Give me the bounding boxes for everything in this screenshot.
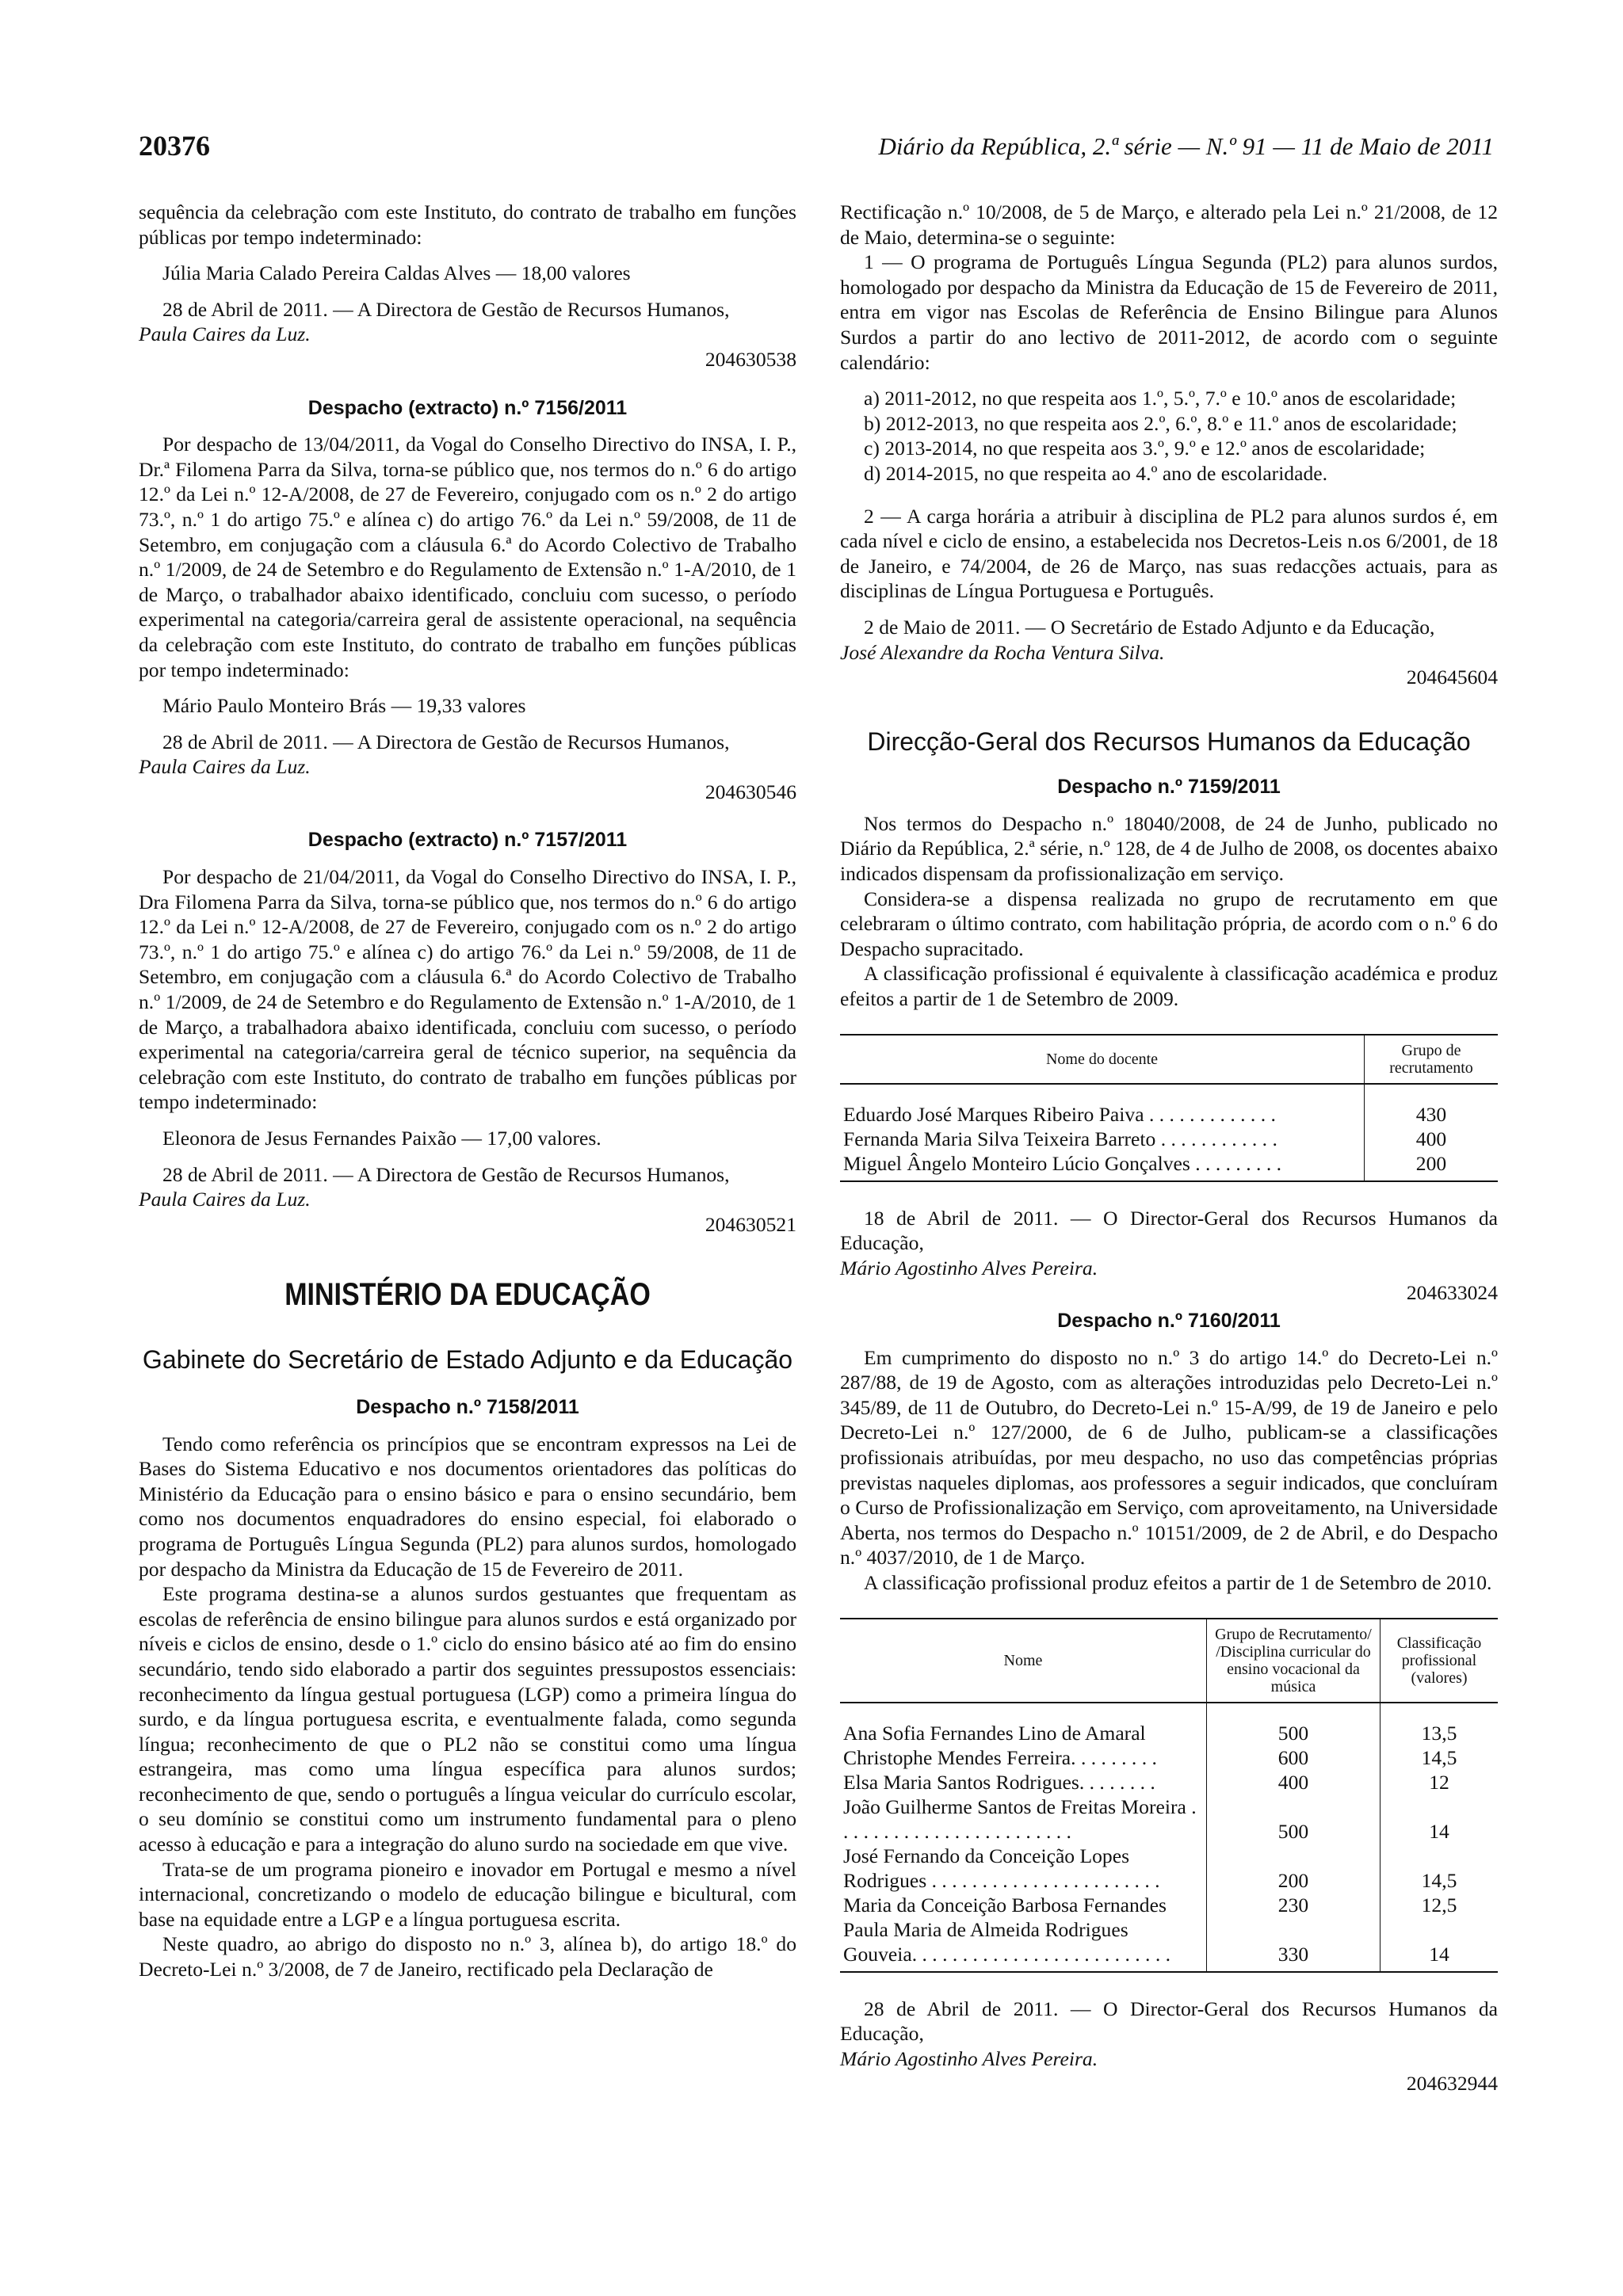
table-cell-name: Ana Sofia Fernandes Lino de Amaral <box>843 1721 1146 1745</box>
page-number: 20376 <box>139 130 210 162</box>
despacho-7159-title: Despacho n.º 7159/2011 <box>1057 776 1281 799</box>
left-column <box>139 200 796 1982</box>
calendar-item-d: d) 2014-2015, no que respeita ao 4.º ano de escolaridade. <box>864 461 1328 485</box>
intro-code: 204630538 <box>705 347 796 371</box>
despacho-7160-signature: Mário Agostinho Alves Pereira. <box>840 2046 1098 2070</box>
table-cell-classificacao: 13,5 <box>1381 1703 1499 1745</box>
table-cell-name: Paula Maria de Almeida Rodrigues Gouveia. . . . . . . . . . . . . . . . . . . . . . . . . . <box>843 1917 1171 1966</box>
table-cell-name: Maria da Conceição Barbosa Fernandes <box>843 1893 1167 1917</box>
calendar-item-b: b) 2012-2013, no que respeita aos 2.º, 6.º, 8.º e 11.º anos de escolaridade; <box>864 411 1457 435</box>
despacho-7159-signature: Mário Agostinho Alves Pereira. <box>840 1256 1098 1280</box>
table-cell-name: José Fernando da Conceição Lopes Rodrigues . . . . . . . . . . . . . . . . . . . . . . . <box>843 1844 1160 1892</box>
despacho-7158-p3: Trata-se de um programa pioneiro e inovador em Portugal e mesmo a nível internacional, concretizando o modelo de educação bilingue e bicultural, com base na equidade entre a LGP e a língua portuguesa escrita. <box>139 1857 796 1931</box>
table-cell-classificacao: 12,5 <box>1381 1893 1499 1917</box>
table-cell-classificacao: 14,5 <box>1381 1844 1499 1893</box>
table-row <box>840 1127 1498 1151</box>
table-cell-name: Eduardo José Marques Ribeiro Paiva . . . . . . . . . . . . . <box>843 1102 1276 1126</box>
direccao-geral-heading: Direcção-Geral dos Recursos Humanos da Educação <box>867 727 1471 756</box>
despacho-7159-p1: Nos termos do Despacho n.º 18040/2008, de 24 de Junho, publicado no Diário da República, 2.ª série, n.º 128, de 4 de Julho de 2008, os docentes abaixo indicados dispensam da profissionalização em serviço. <box>840 811 1498 886</box>
table-cell-name: Elsa Maria Santos Rodrigues. . . . . . . . <box>843 1770 1155 1794</box>
table-header-grupo: Grupo de recrutamento <box>1365 1035 1499 1084</box>
right-column <box>840 200 1498 2096</box>
table-header-grupo: Grupo de Recrutamento/ /Disciplina curricular do ensino vocacional da música <box>1207 1619 1381 1703</box>
despacho-7159-p3: A classificação profissional é equivalente à classificação académica e produz efeitos a partir de 1 de Setembro de 2009. <box>840 962 1498 1011</box>
table-cell-grupo: 500 <box>1207 1703 1381 1745</box>
table-row <box>840 1893 1498 1917</box>
despacho-7157-code: 204630521 <box>705 1212 796 1236</box>
docentes-table <box>840 1034 1498 1182</box>
despacho-7158-p4: Neste quadro, ao abrigo do disposto no n.º 3, alínea b), do artigo 18.º do Decreto-Lei n.º 3/2008, de 7 de Janeiro, rectificado pela Declaração de <box>139 1932 796 1981</box>
table-cell-classificacao: 14 <box>1381 1794 1499 1844</box>
despacho-7157-body: Por despacho de 21/04/2011, da Vogal do Conselho Directivo do INSA, I. P., Dra Filomena Parra da Silva, torna-se público que, nos termos do n.º 6 do artigo 12.º da Lei n.º 12-A/2008, de 27 de Fevereiro, conjugado com os n.º 2 do artigo 73.º, n.º 1 do artigo 75.º e alínea c) do artigo 76.º da Lei n.º 59/2008, de 11 de Setembro, em conjugação com a cláusula 6.ª do Acordo Colectivo de Trabalho n.º 1/2009, de 24 de Setembro e do Regulamento de Extensão n.º 1-A/2010, de 1 de Março, a trabalhadora abaixo identificada, concluiu com sucesso, o período experimental na categoria/carreira geral de técnico superior, na sequência da celebração com este Instituto, do contrato de trabalho em funções públicas por tempo indeterminado: <box>139 865 796 1114</box>
despacho-7159-code: 204633024 <box>1406 1281 1498 1305</box>
table-row <box>840 1794 1498 1844</box>
despacho-7158-cont-p3: 2 — A carga horária a atribuir à disciplina de PL2 para alunos surdos é, em cada nível e ciclo de ensino, a estabelecida nos Decretos-Leis n.os 6/2001, de 18 de Janeiro, e 74/2004, de 26 de Março, nas suas redacções actuais, para as disciplinas de Língua Portuguesa e Português. <box>840 504 1498 603</box>
table-cell-classificacao: 12 <box>1381 1770 1499 1794</box>
despacho-7158-p2: Este programa destina-se a alunos surdos gestuantes que frequentam as escolas de referência de ensino bilingue para alunos surdos e está organizado por níveis e ciclos de ensino, desde o 1.º ciclo do ensino básico até ao fim do ensino secundário, tendo sido elaborado a partir dos seguintes pressupostos essenciais: reconhecimento da língua gestual portuguesa (LGP) como a primeira língua do surdo, e da língua portuguesa escrita, e eventualmente falada, como segunda língua; reconhecimento de que o PL2 não se constitui como uma língua estrangeira, mas como uma língua específica para alunos surdos; reconhecimento de que, sendo o português a língua veicular do currículo escolar, o seu domínio se constitui como um instrumento fundamental para o pleno acesso à educação e para a integração do aluno surdo na sociedade em que vive. <box>139 1582 796 1856</box>
table-row <box>840 1745 1498 1770</box>
despacho-7158-code: 204645604 <box>1406 666 1498 689</box>
table-cell-grupo: 200 <box>1207 1844 1381 1893</box>
despacho-7157-person: Eleonora de Jesus Fernandes Paixão — 17,00 valores. <box>162 1127 601 1150</box>
table-cell-grupo: 500 <box>1207 1794 1381 1844</box>
table-row <box>840 1703 1498 1745</box>
table-cell-grupo: 600 <box>1207 1745 1381 1770</box>
running-head: Diário da República, 2.ª série — N.º 91 — 11 de Maio de 2011 <box>878 132 1494 160</box>
despacho-7158-cont-p1: Rectificação n.º 10/2008, de 5 de Março, e alterado pela Lei n.º 21/2008, de 12 de Maio, determina-se o seguinte: <box>840 200 1498 249</box>
calendar-item-c: c) 2013-2014, no que respeita aos 3.º, 9.º e 12.º anos de escolaridade; <box>864 437 1426 460</box>
despacho-7158-title: Despacho n.º 7158/2011 <box>356 1395 579 1418</box>
table-row <box>840 1917 1498 1972</box>
intro-person: Júlia Maria Calado Pereira Caldas Alves — 18,00 valores <box>162 261 631 285</box>
table-cell-classificacao: 14 <box>1381 1917 1499 1972</box>
table-row <box>840 1084 1498 1127</box>
table-cell-name: Miguel Ângelo Monteiro Lúcio Gonçalves . . . . . . . . . <box>843 1151 1282 1175</box>
despacho-7157-title: Despacho (extracto) n.º 7157/2011 <box>307 829 628 852</box>
despacho-7156-person: Mário Paulo Monteiro Brás — 19,33 valores <box>162 694 526 718</box>
despacho-7160-p1: Em cumprimento do disposto no n.º 3 do artigo 14.º do Decreto-Lei n.º 287/88, de 19 de Agosto, com as alterações introduzidas pelo Decreto-Lei n.º 345/89, de 11 de Outubro, do Decreto-Lei n.º 15-A/99, de 19 de Janeiro e pelo Decreto-Lei n.º 127/2000, de 6 de Julho, publicam-se a classificações profissionais atribuídas, por meu despacho, no uso das competências próprias previstas naqueles diplomas, aos professores a seguir indicados, que concluíram o Curso de Profissionalização em Serviço, com aproveitamento, na Universidade Aberta, nos termos do Despacho n.º 10151/2009, de 2 de Abril, e do Despacho n.º 4037/2010, de 1 de Março. <box>840 1345 1498 1569</box>
despacho-7160-p2: A classificação profissional produz efeitos a partir de 1 de Setembro de 2010. <box>864 1570 1492 1594</box>
despacho-7159-date: 18 de Abril de 2011. — O Director-Geral dos Recursos Humanos da Educação, <box>840 1206 1498 1255</box>
despacho-7157-date: 28 de Abril de 2011. — A Directora de Gestão de Recursos Humanos, <box>162 1162 730 1186</box>
table-cell-name: Christophe Mendes Ferreira. . . . . . . . . <box>843 1745 1157 1769</box>
despacho-7156-body: Por despacho de 13/04/2011, da Vogal do Conselho Directivo do INSA, I. P., Dr.ª Filomena Parra da Silva, torna-se público que, nos termos do n.º 6 do artigo 12.º da Lei n.º 12-A/2008, de 27 de Fevereiro, conjugado com os n.º 2 do artigo 73.º, n.º 1 do artigo 75.º e alínea c) do artigo 76.º da Lei n.º 59/2008, de 11 de Setembro, em conjugação com a cláusula 6.ª do Acordo Colectivo de Trabalho n.º 1/2009, de 24 de Setembro e do Regulamento de Extensão n.º 1-A/2010, de 1 de Março, o trabalhador abaixo identificado, concluiu com sucesso, o período experimental na categoria/carreira geral de assistente operacional, na sequência da celebração com este Instituto, do contrato de trabalho em funções públicas por tempo indeterminado: <box>139 433 796 681</box>
despacho-7158-signature: José Alexandre da Rocha Ventura Silva. <box>840 640 1165 664</box>
despacho-7158-p1: Tendo como referência os princípios que se encontram expressos na Lei de Bases do Sistema Educativo e nos documentos orientadores das políticas do Ministério da Educação para o ensino básico e para o ensino secundário, bem como nos documentos enquadradores do ensino especial, foi elaborado o programa de Português Língua Segunda (PL2) para alunos surdos, homologado por despacho da Ministra da Educação de 15 de Fevereiro de 2011. <box>139 1432 796 1581</box>
table-row <box>840 1770 1498 1794</box>
despacho-7156-title: Despacho (extracto) n.º 7156/2011 <box>307 396 628 419</box>
table-row <box>840 1151 1498 1181</box>
despacho-7160-date: 28 de Abril de 2011. — O Director-Geral dos Recursos Humanos da Educação, <box>840 1997 1498 2046</box>
despacho-7157-signature: Paula Caires da Luz. <box>139 1188 311 1211</box>
table-header-nome: Nome <box>840 1619 1207 1703</box>
calendar-item-a: a) 2011-2012, no que respeita aos 1.º, 5.º, 7.º e 10.º anos de escolaridade; <box>864 387 1457 410</box>
table-header-nome: Nome do docente <box>840 1035 1365 1084</box>
intro-text: sequência da celebração com este Instituto, do contrato de trabalho em funções públicas por tempo indeterminado: <box>139 200 796 249</box>
despacho-7156-signature: Paula Caires da Luz. <box>139 755 311 779</box>
classificacoes-table <box>840 1618 1498 1973</box>
table-cell-grupo: 400 <box>1207 1770 1381 1794</box>
table-cell-grupo: 430 <box>1365 1084 1499 1127</box>
despacho-7159-p2: Considera-se a dispensa realizada no grupo de recrutamento em que celebraram o último contrato, com habilitação própria, de acordo com o n.º 6 do Despacho supracitado. <box>840 887 1498 960</box>
table-cell-grupo: 230 <box>1207 1893 1381 1917</box>
despacho-7158-cont-p2: 1 — O programa de Português Língua Segunda (PL2) para alunos surdos, homologado por despacho da Ministra da Educação de 15 de Fevereiro de 2011, entra em vigor nas Escolas de Referência de Ensino Bilingue para Alunos Surdos a partir do ano lectivo de 2011-2012, de acordo com o seguinte calendário: <box>840 250 1498 374</box>
table-row <box>840 1844 1498 1893</box>
despacho-7160-code: 204632944 <box>1406 2072 1498 2096</box>
despacho-7158-date: 2 de Maio de 2011. — O Secretário de Estado Adjunto e da Educação, <box>864 615 1435 639</box>
table-cell-grupo: 200 <box>1365 1151 1499 1181</box>
intro-signature: Paula Caires da Luz. <box>139 322 311 346</box>
table-cell-name: Fernanda Maria Silva Teixeira Barreto . . . . . . . . . . . . <box>843 1127 1277 1150</box>
despacho-7156-date: 28 de Abril de 2011. — A Directora de Gestão de Recursos Humanos, <box>162 730 730 753</box>
gabinete-heading: Gabinete do Secretário de Estado Adjunto e da Educação <box>142 1344 793 1374</box>
table-cell-name: João Guilherme Santos de Freitas Moreira . . . . . . . . . . . . . . . . . . . . . . . . <box>843 1794 1197 1843</box>
intro-date: 28 de Abril de 2011. — A Directora de Gestão de Recursos Humanos, <box>162 297 730 321</box>
table-cell-grupo: 330 <box>1207 1917 1381 1972</box>
despacho-7156-code: 204630546 <box>705 780 796 803</box>
table-header-classificacao: Classificação profissional (valores) <box>1381 1619 1499 1703</box>
table-cell-grupo: 400 <box>1365 1127 1499 1151</box>
table-cell-classificacao: 14,5 <box>1381 1745 1499 1770</box>
despacho-7160-title: Despacho n.º 7160/2011 <box>1057 1310 1281 1332</box>
ministry-heading: MINISTÉRIO DA EDUCAÇÃO <box>285 1277 651 1313</box>
